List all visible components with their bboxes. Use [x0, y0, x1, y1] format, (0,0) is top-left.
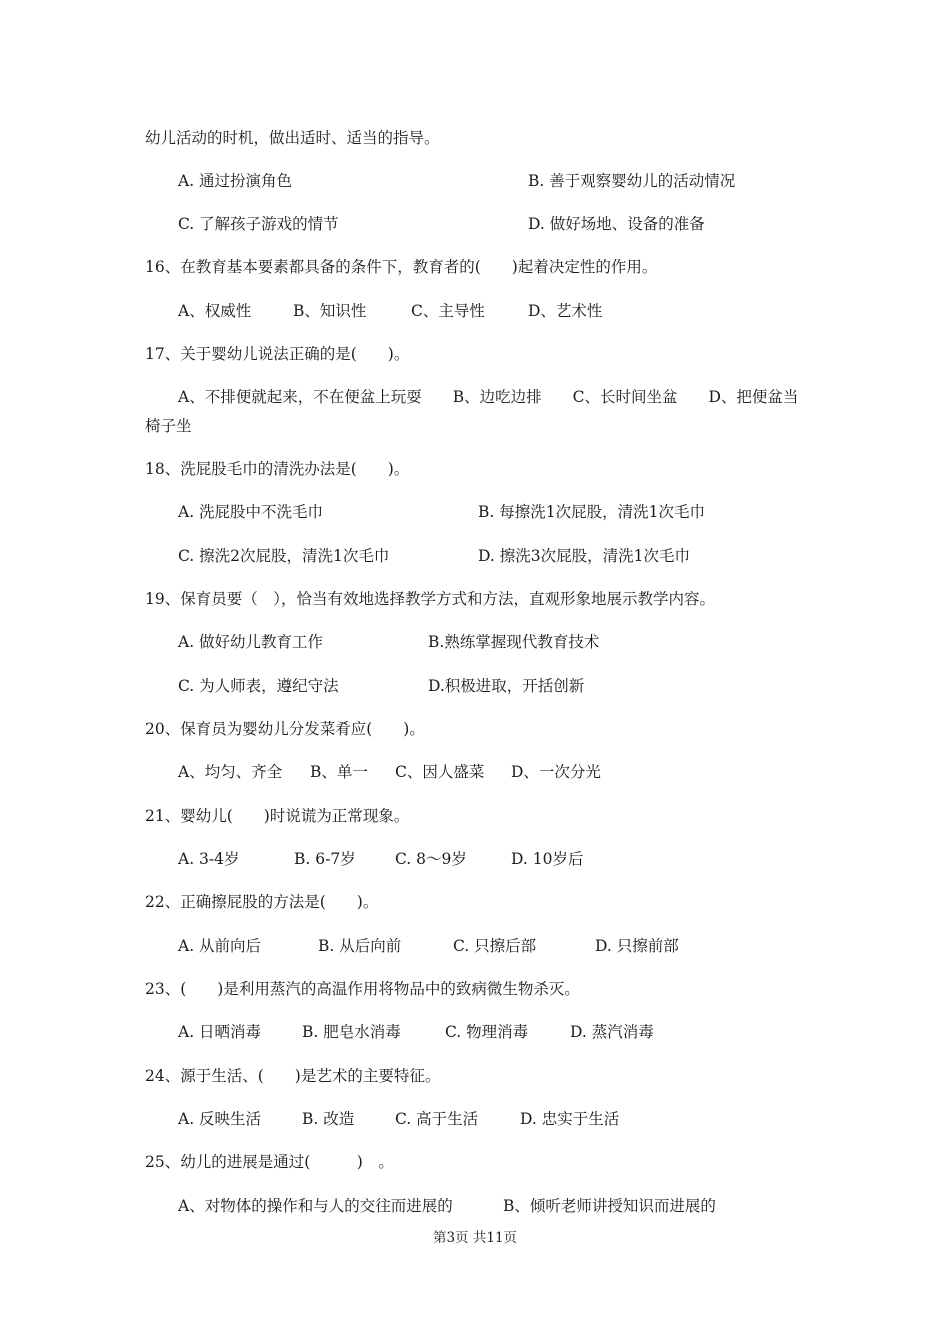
q18-stem: 18、洗屁股毛巾的清洗办法是( )。 — [145, 460, 410, 478]
page-footer: 第3页 共11页 — [432, 1230, 518, 1246]
q16-stem: 16、在教育基本要素都具备的条件下，教育者的( )起着决定性的作用。 — [145, 258, 658, 276]
q22-option-b: B. 从后向前 — [318, 937, 402, 955]
q24-option-c: C. 高于生活 — [395, 1110, 479, 1128]
q20-option-d: D、一次分光 — [511, 763, 601, 781]
q23-option-a: A. 日晒消毒 — [178, 1023, 262, 1041]
q22-option-d: D. 只擦前部 — [595, 937, 679, 955]
q15-option-a: A. 通过扮演角色 — [178, 172, 293, 190]
q15-option-b: B. 善于观察婴幼儿的活动情况 — [528, 172, 736, 190]
q21-option-a: A. 3-4岁 — [178, 850, 240, 868]
q20-option-a: A、均匀、齐全 — [178, 763, 283, 781]
q25-option-a: A、对物体的操作和与人的交往而进展的 — [178, 1197, 453, 1215]
q17-options-line2: 椅子坐 — [145, 417, 192, 435]
q16-option-b: B、知识性 — [293, 302, 367, 320]
q21-option-c: C. 8～9岁 — [395, 850, 467, 868]
q22-option-a: A. 从前向后 — [178, 937, 262, 955]
q15-option-d: D. 做好场地、设备的准备 — [528, 215, 705, 233]
q15-option-c: C. 了解孩子游戏的情节 — [178, 215, 339, 233]
q19-stem: 19、保育员要（ ），恰当有效地选择教学方式和方法，直观形象地展示教学内容。 — [145, 590, 715, 608]
q17-options-line1: A、不排便就起来，不在便盆上玩耍 B、边吃边排 C、长时间坐盆 D、把便盆当 — [178, 388, 799, 406]
q19-option-c: C. 为人师表，遵纪守法 — [178, 677, 339, 695]
intro-line: 幼儿活动的时机，做出适时、适当的指导。 — [145, 129, 440, 147]
q20-stem: 20、保育员为婴幼儿分发菜肴应( )。 — [145, 720, 425, 738]
q24-stem: 24、源于生活、( )是艺术的主要特征。 — [145, 1067, 441, 1085]
q23-stem: 23、( )是利用蒸汽的高温作用将物品中的致病微生物杀灭。 — [145, 980, 580, 998]
q25-stem: 25、幼儿的进展是通过( ) 。 — [145, 1153, 394, 1171]
q18-option-b: B. 每擦洗1次屁股，清洗1次毛巾 — [478, 503, 705, 521]
q16-option-c: C、主导性 — [411, 302, 485, 320]
q18-option-a: A. 洗屁股中不洗毛巾 — [178, 503, 324, 521]
q22-option-c: C. 只擦后部 — [453, 937, 537, 955]
q17-stem: 17、关于婴幼儿说法正确的是( )。 — [145, 345, 410, 363]
q23-option-d: D. 蒸汽消毒 — [570, 1023, 654, 1041]
q19-option-b: B.熟练掌握现代教育技术 — [428, 633, 600, 651]
q18-option-c: C. 擦洗2次屁股，清洗1次毛巾 — [178, 547, 390, 565]
q24-option-b: B. 改造 — [302, 1110, 355, 1128]
q22-stem: 22、正确擦屁股的方法是( )。 — [145, 893, 379, 911]
q24-option-d: D. 忠实于生活 — [520, 1110, 620, 1128]
q19-option-a: A. 做好幼儿教育工作 — [178, 633, 324, 651]
q16-option-d: D、艺术性 — [528, 302, 603, 320]
q19-option-d: D.积极进取，开括创新 — [428, 677, 585, 695]
q18-option-d: D. 擦洗3次屁股，清洗1次毛巾 — [478, 547, 690, 565]
q24-option-a: A. 反映生活 — [178, 1110, 262, 1128]
q20-option-b: B、单一 — [310, 763, 368, 781]
q25-option-b: B、倾听老师讲授知识而进展的 — [503, 1197, 716, 1215]
q21-option-d: D. 10岁后 — [511, 850, 584, 868]
q16-option-a: A、权威性 — [178, 302, 252, 320]
q21-option-b: B. 6-7岁 — [294, 850, 356, 868]
q23-option-c: C. 物理消毒 — [445, 1023, 529, 1041]
q21-stem: 21、婴幼儿( )时说谎为正常现象。 — [145, 807, 410, 825]
q23-option-b: B. 肥皂水消毒 — [302, 1023, 401, 1041]
q20-option-c: C、因人盛菜 — [395, 763, 485, 781]
